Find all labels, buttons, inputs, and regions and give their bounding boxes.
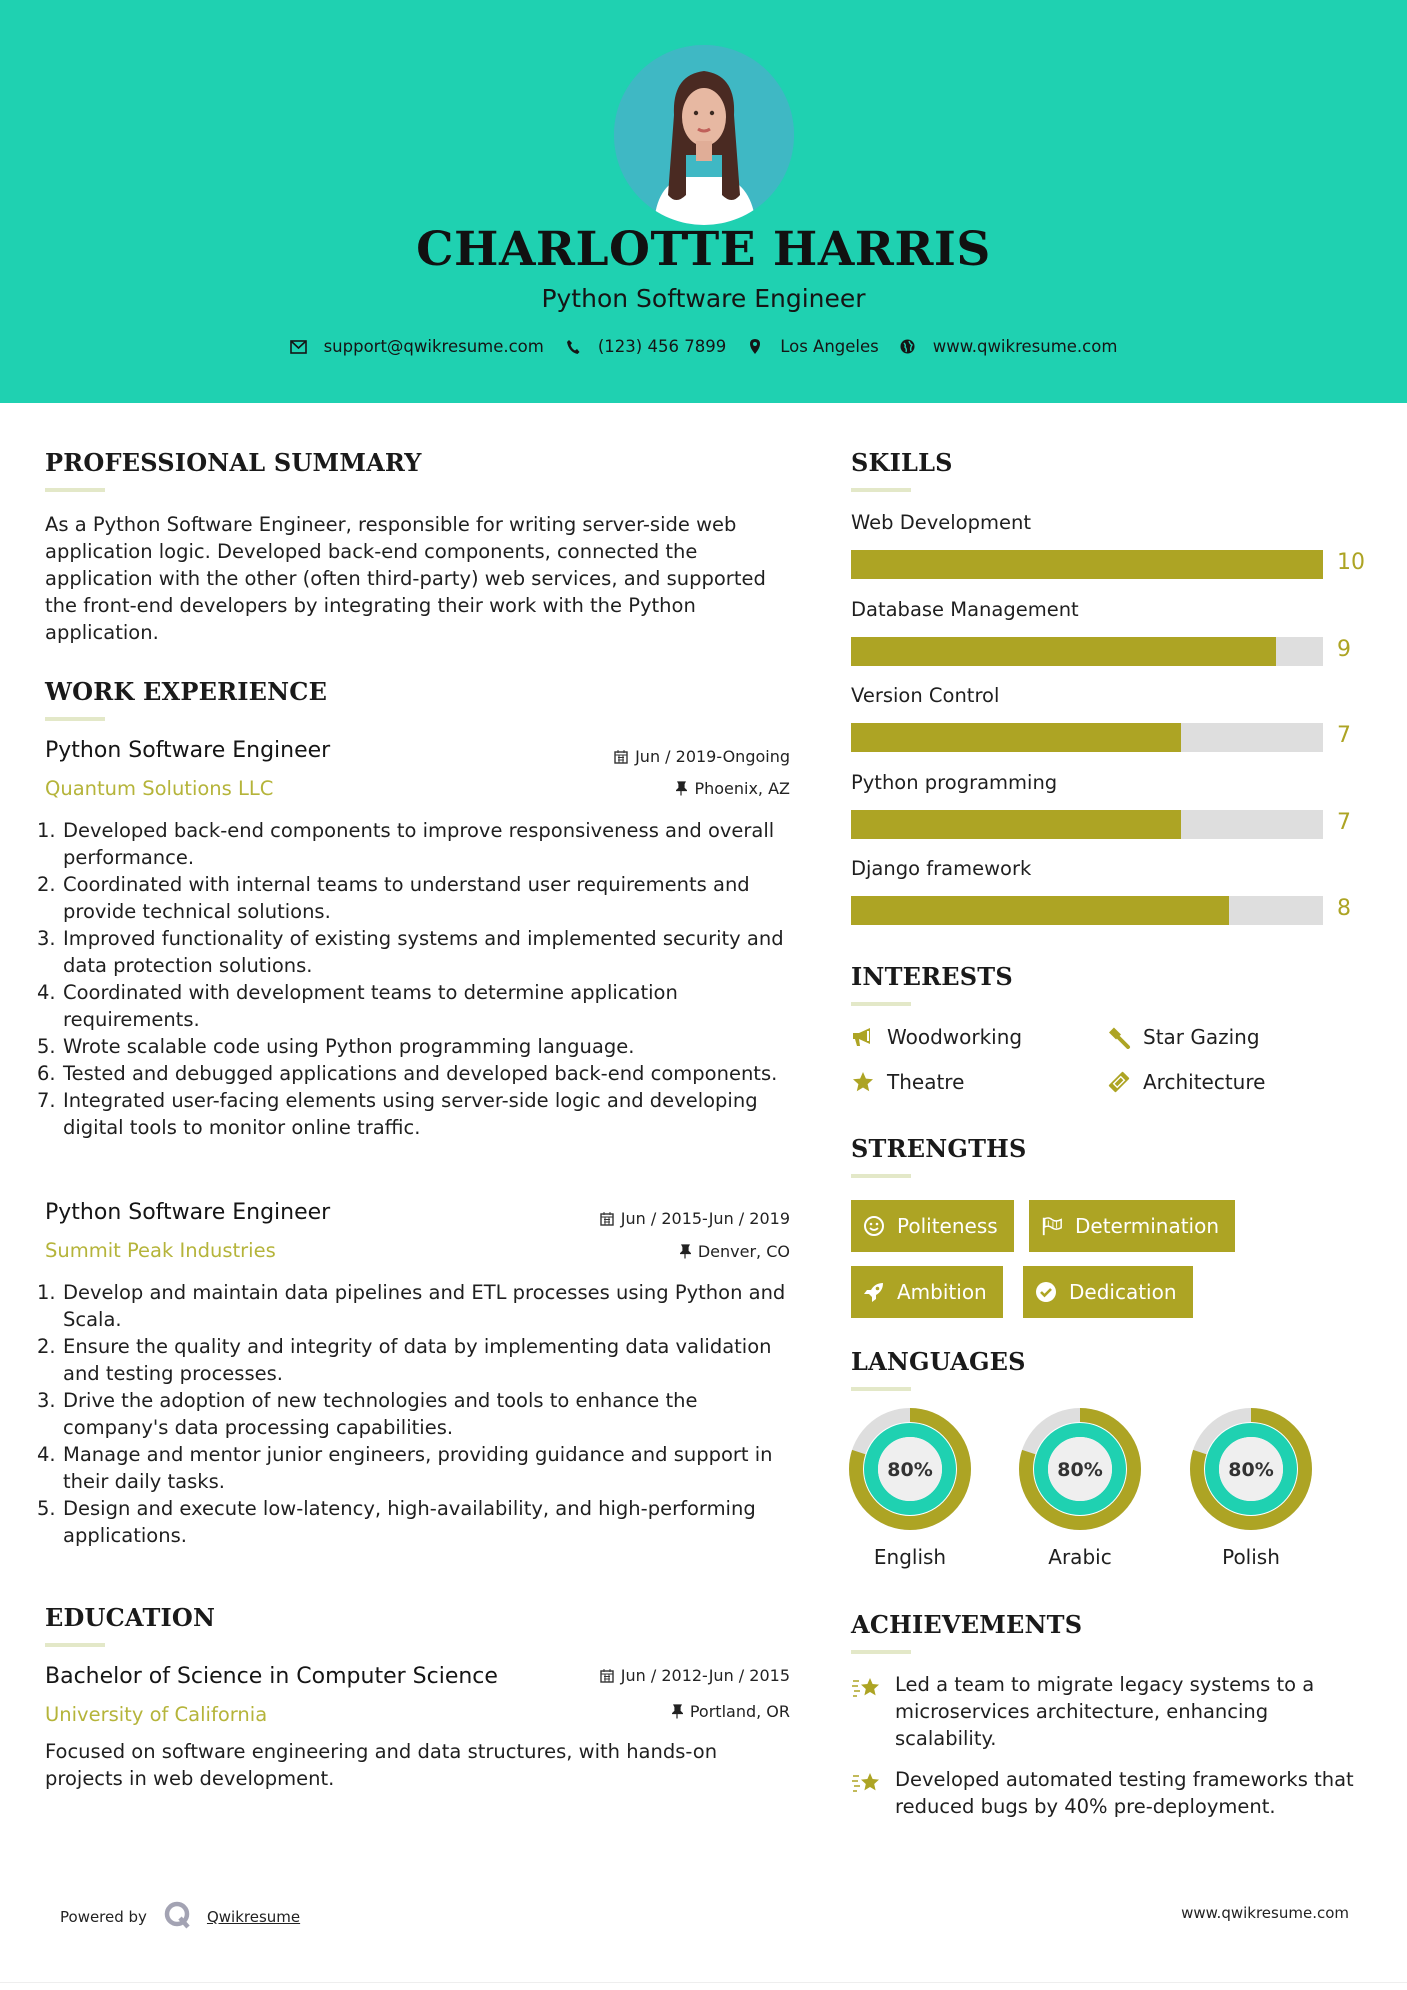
smile-icon — [863, 1215, 885, 1237]
footer-divider — [0, 1982, 1407, 1983]
education-heading: EDUCATION — [45, 1603, 216, 1632]
footer-powered-by — [60, 1900, 300, 1934]
pushpin-icon — [672, 1704, 683, 1719]
qwikresume-logo-icon — [163, 1900, 193, 1934]
languages-heading-underline — [851, 1387, 911, 1391]
strength-label: Dedication — [1069, 1280, 1177, 1304]
qwikresume-link[interactable]: Qwikresume — [206, 1908, 301, 1926]
phone-icon — [564, 338, 582, 356]
strength-badge — [851, 1266, 1003, 1318]
interests-heading: INTERESTS — [851, 962, 1013, 991]
contact-website[interactable] — [899, 337, 1118, 356]
skill-bar-fill — [851, 637, 1276, 666]
skill-bar-track — [851, 550, 1323, 579]
job-date-text: Jun / 2019-Ongoing — [635, 747, 790, 766]
language-donut — [845, 1407, 975, 1531]
bullet-item: 1. Develop and maintain data pipelines and ETL processes using Python and Scala. — [37, 1281, 786, 1331]
education-location — [672, 1702, 790, 1721]
language-name: Arabic — [1048, 1545, 1112, 1569]
bullet-item: 1. Developed back-end components to improve responsiveness and overall performance. — [37, 819, 775, 869]
donut-percent-label: 80% — [887, 1459, 933, 1481]
donut-percent-label: 80% — [1228, 1459, 1274, 1481]
skill-label: Version Control — [851, 684, 1000, 707]
education-school: University of California — [45, 1703, 268, 1726]
contact-row — [0, 337, 1407, 356]
summary-text: As a Python Software Engineer, responsible for writing server-side web application logic. Developed back-end components, connected the application with the other (often third-party) web services, and supported the front-end developers by integrating their work with the Python application. — [45, 513, 766, 644]
skill-value: 7 — [1337, 723, 1351, 748]
education-heading-underline — [45, 1643, 105, 1647]
skill-bar-fill — [851, 723, 1181, 752]
contact-email-text: support@qwikresume.com — [323, 337, 544, 356]
contact-phone-text: (123) 456 7899 — [597, 337, 727, 356]
skill-label: Web Development — [851, 511, 1031, 534]
skill-label: Python programming — [851, 770, 1058, 794]
envelope-icon — [290, 338, 308, 356]
achievement-text: Developed automated testing frameworks that reduced bugs by 40% pre-deployment. — [895, 1768, 1354, 1818]
experience-heading: WORK EXPERIENCE — [45, 677, 328, 706]
achievement-item — [851, 1671, 1371, 1752]
candidate-title: Python Software Engineer — [541, 284, 866, 313]
pushpin-icon — [676, 781, 687, 796]
skill-bar-track — [851, 810, 1323, 839]
powered-by-text: Powered by — [60, 1908, 147, 1926]
interest-label: Theatre — [887, 1070, 965, 1094]
star-icon — [851, 1070, 875, 1094]
job-location — [676, 779, 790, 798]
achievements-heading: ACHIEVEMENTS — [851, 1610, 1083, 1639]
bullet-item: 4. Coordinated with development teams to determine application requirements. — [37, 981, 678, 1031]
strengths-heading: STRENGTHS — [851, 1134, 1027, 1163]
education-description: Focused on software engineering and data structures, with hands-on projects in web development. — [45, 1740, 718, 1790]
skills-heading-underline — [851, 488, 911, 492]
bullet-item: 4. Manage and mentor junior engineers, providing guidance and support in their daily tasks. — [37, 1443, 773, 1493]
profile-photo-illustration — [614, 45, 794, 225]
globe-icon — [899, 338, 917, 356]
donut-percent-label: 80% — [1057, 1459, 1103, 1481]
experience-heading-underline — [45, 717, 105, 721]
interest-item — [851, 1025, 1022, 1049]
education-date-text: Jun / 2012-Jun / 2015 — [620, 1666, 790, 1685]
interest-item — [851, 1070, 964, 1094]
star-badge-icon — [851, 1768, 883, 1798]
job-title: Python Software Engineer — [45, 1200, 331, 1225]
strength-badge — [851, 1200, 1014, 1252]
bullet-item: 3. Improved functionality of existing systems and implemented security and data protection solutions. — [37, 927, 784, 977]
strengths-heading-underline — [851, 1174, 911, 1178]
language-name: English — [873, 1545, 947, 1569]
gavel-icon — [1107, 1025, 1131, 1049]
candidate-name: CHARLOTTE HARRIS — [416, 222, 991, 277]
skill-bar-track — [851, 637, 1323, 666]
contact-website-text: www.qwikresume.com — [932, 337, 1118, 356]
language-name: Polish — [1222, 1545, 1280, 1569]
achievement-item — [851, 1766, 1371, 1820]
bullet-item: 7. Integrated user-facing elements using server-side logic and developing digital tools to monitor online traffic. — [37, 1089, 758, 1139]
interest-label: Star Gazing — [1143, 1025, 1260, 1049]
summary-heading: PROFESSIONAL SUMMARY — [45, 448, 422, 477]
job-company: Summit Peak Industries — [45, 1239, 276, 1262]
strength-label: Ambition — [897, 1280, 987, 1304]
bullhorn-icon — [851, 1025, 875, 1049]
job-location-text: Denver, CO — [697, 1242, 790, 1261]
skills-heading: SKILLS — [851, 448, 953, 477]
job-bullets — [37, 817, 797, 1141]
language-donut — [1015, 1407, 1145, 1531]
education-location-text: Portland, OR — [689, 1702, 790, 1721]
job-company: Quantum Solutions LLC — [45, 777, 274, 800]
achievements-heading-underline — [851, 1650, 911, 1654]
job-title: Python Software Engineer — [45, 738, 331, 763]
calendar-icon — [614, 749, 628, 764]
job-date — [614, 747, 790, 766]
skill-bar-fill — [851, 810, 1181, 839]
job-location — [680, 1242, 790, 1261]
flag-icon — [1041, 1215, 1063, 1237]
contact-email[interactable] — [290, 337, 544, 356]
bullet-item: 2. Ensure the quality and integrity of data by implementing data validation and testing processes. — [37, 1335, 772, 1385]
strength-label: Determination — [1075, 1214, 1220, 1238]
strength-label: Politeness — [897, 1214, 998, 1238]
bullet-item: 6. Tested and debugged applications and developed back-end components. — [37, 1062, 778, 1085]
rocket-icon — [863, 1281, 885, 1303]
job-location-text: Phoenix, AZ — [694, 779, 790, 798]
interest-label: Woodworking — [887, 1025, 1023, 1049]
ticket-icon — [1107, 1070, 1131, 1094]
pushpin-icon — [680, 1244, 691, 1259]
summary-heading-underline — [45, 488, 105, 492]
resume-header — [0, 0, 1407, 403]
job-date — [600, 1209, 790, 1228]
contact-location-text: Los Angeles — [780, 337, 879, 356]
job-bullets — [37, 1279, 797, 1549]
languages-heading: LANGUAGES — [851, 1347, 1026, 1376]
skill-label: Django framework — [851, 857, 1032, 880]
contact-phone[interactable] — [564, 337, 726, 356]
interests-heading-underline — [851, 1002, 911, 1006]
skill-bar-track — [851, 723, 1323, 752]
skill-bar-track — [851, 896, 1323, 925]
map-marker-icon — [746, 338, 764, 356]
achievement-text: Led a team to migrate legacy systems to a microservices architecture, enhancing scalability. — [895, 1673, 1315, 1750]
star-badge-icon — [851, 1673, 883, 1703]
interest-label: Architecture — [1143, 1070, 1266, 1094]
skill-value: 9 — [1337, 636, 1351, 662]
check-circle-icon — [1035, 1281, 1057, 1303]
contact-location — [746, 337, 879, 356]
skill-bar-fill — [851, 550, 1323, 579]
job-date-text: Jun / 2015-Jun / 2019 — [620, 1209, 790, 1228]
footer-url[interactable]: www.qwikresume.com — [1181, 1904, 1349, 1922]
education-date — [600, 1666, 790, 1685]
strength-badge — [1023, 1266, 1193, 1318]
education-degree: Bachelor of Science in Computer Science — [45, 1664, 498, 1689]
skill-label: Database Management — [851, 597, 1079, 621]
interest-item — [1107, 1025, 1260, 1049]
skill-value: 10 — [1337, 550, 1365, 575]
bullet-item: 2. Coordinated with internal teams to understand user requirements and provide technical solutions. — [37, 873, 750, 923]
language-donut — [1186, 1407, 1316, 1531]
bullet-item: 3. Drive the adoption of new technologies and tools to enhance the company's data processing capabilities. — [37, 1389, 698, 1439]
calendar-icon — [600, 1668, 614, 1683]
skill-bar-fill — [851, 896, 1229, 925]
skill-value: 8 — [1337, 896, 1351, 921]
profile-photo — [614, 45, 794, 225]
bullet-item: 5. Wrote scalable code using Python programming language. — [37, 1035, 635, 1058]
calendar-icon — [600, 1211, 614, 1226]
strength-badge — [1029, 1200, 1235, 1252]
bullet-item: 5. Design and execute low-latency, high-availability, and high-performing applications. — [37, 1497, 756, 1547]
skill-value: 7 — [1337, 809, 1351, 835]
interest-item — [1107, 1070, 1265, 1094]
